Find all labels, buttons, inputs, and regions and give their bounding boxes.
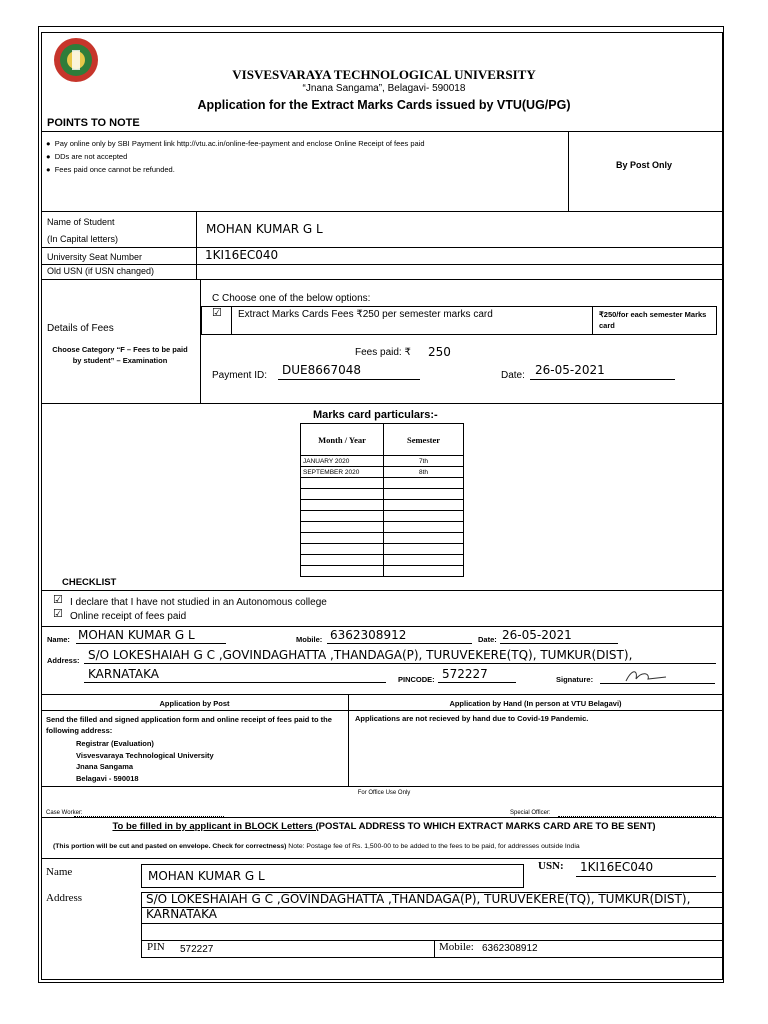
payment-id-label: Payment ID:: [212, 370, 268, 381]
marks-semester-cell: [384, 500, 464, 511]
form-title: Application for the Extract Marks Cards issued by VTU(UG/PG): [197, 98, 571, 112]
post-address-line: Visvesvaraya Technological University: [76, 750, 214, 760]
pincode-value: 572227: [442, 667, 488, 681]
marks-month-cell: JANUARY 2020: [301, 456, 384, 467]
fees-date-label: Date:: [501, 370, 525, 381]
marks-month-cell: [301, 566, 384, 577]
marks-semester-cell: [384, 522, 464, 533]
marks-semester-cell: [384, 489, 464, 500]
contact-date-label: Date:: [478, 635, 497, 644]
payment-id-value: DUE8667048: [282, 363, 362, 377]
points-heading: POINTS TO NOTE: [47, 117, 140, 129]
marks-month-cell: [301, 533, 384, 544]
fees-label: Details of Fees: [47, 323, 114, 334]
marks-row: [301, 456, 464, 467]
envelope-note-right: Note: Postage fee of Rs. 1,500-00 to be added to the fees to be paid, for addresses outside India: [288, 843, 580, 850]
fees-paid-value: 250: [428, 345, 451, 359]
contact-address-line2: KARNATAKA: [88, 667, 159, 681]
envelope-address-label: Address: [46, 892, 83, 904]
envelope-mobile-label: Mobile:: [439, 941, 474, 953]
post-address-line: Registrar (Evaluation): [76, 739, 154, 748]
fees-date-value: 26-05-2021: [535, 363, 605, 377]
fees-choose: C Choose one of the below options:: [212, 293, 371, 304]
checklist-item-receipt: Online receipt of fees paid: [70, 611, 187, 622]
marks-semester-cell: [384, 555, 464, 566]
contact-name-label: Name:: [47, 635, 70, 644]
point-item: DDs are not accepted: [54, 152, 128, 161]
checklist-heading: CHECKLIST: [62, 577, 117, 588]
envelope-title: [0, 821, 768, 832]
pincode-label: PINCODE:: [398, 675, 435, 684]
marks-month-cell: [301, 478, 384, 489]
post-instructions: Send the filled and signed application form and online receipt of fees paid to the following address:: [46, 715, 332, 735]
usn-label: University Seat Number: [47, 252, 143, 262]
marks-row: [301, 489, 464, 500]
checklist-item-autonomous: I declare that I have not studied in an Autonomous college: [70, 597, 327, 608]
marks-month-cell: [301, 555, 384, 566]
envelope-name-value: MOHAN KUMAR G L: [148, 869, 265, 883]
marks-row: [301, 500, 464, 511]
col-semester: Semester: [384, 424, 464, 456]
envelope-pin-value: 572227: [180, 944, 214, 955]
by-hand-heading: Application by Hand (In person at VTU Belagavi): [449, 699, 622, 708]
by-post-only: By Post Only: [616, 160, 673, 170]
marks-row: [301, 544, 464, 555]
envelope-note: [53, 843, 580, 850]
post-address-line: Belagavi - 590018: [76, 773, 139, 783]
envelope-address-line1: S/O LOKESHAIAH G C ,GOVINDAGHATTA ,THANDAGA(P), TURUVEKERE(TQ), TUMKUR(DIST),: [146, 892, 691, 906]
envelope-note-left: (This portion will be cut and pasted on envelope. Check for correctness): [53, 843, 287, 850]
checkbox-checked-icon[interactable]: ☑: [53, 594, 63, 606]
points-list: ● Pay online only by SBI Payment link http://vtu.ac.in/online-fee-payment and enclose Online Receipt of fees paid ● DDs are not accepted ● Fees paid once cannot be refunded.: [46, 139, 425, 174]
envelope-address-line2: KARNATAKA: [146, 907, 217, 921]
post-address: [76, 738, 214, 784]
contact-address-line1: S/O LOKESHAIAH G C ,GOVINDAGHATTA ,THANDAGA(P), TURUVEKERE(TQ), TUMKUR(DIST),: [88, 648, 633, 662]
marks-semester-cell: [384, 544, 464, 555]
marks-month-cell: [301, 522, 384, 533]
marks-row: [301, 566, 464, 577]
marks-row: [301, 467, 464, 478]
contact-mobile-label: Mobile:: [296, 635, 323, 644]
marks-row: [301, 478, 464, 489]
envelope-usn-value: 1KI16EC040: [580, 860, 654, 874]
office-use-label: For Office Use Only: [357, 790, 411, 796]
envelope-pin-label: PIN: [147, 941, 165, 953]
marks-month-cell: [301, 500, 384, 511]
marks-row: [301, 555, 464, 566]
marks-semester-cell: [384, 511, 464, 522]
marks-month-cell: [301, 544, 384, 555]
contact-name-value: MOHAN KUMAR G L: [78, 628, 195, 642]
marks-semester-cell: 7th: [384, 456, 464, 467]
signature-label: Signature:: [556, 675, 594, 684]
point-item: Fees paid once cannot be refunded.: [54, 165, 175, 174]
marks-semester-cell: [384, 478, 464, 489]
marks-month-cell: SEPTEMBER 2020: [301, 467, 384, 478]
col-month-year: Month / Year: [301, 424, 384, 456]
contact-date-value: 26-05-2021: [502, 628, 572, 642]
contact-address-label: Address:: [47, 656, 80, 665]
checkbox-checked-icon[interactable]: ☑: [53, 608, 63, 620]
case-worker-label: Case Worker:: [46, 810, 83, 816]
envelope-title-rest: POSTAL ADDRESS TO WHICH EXTRACT MARKS CARD ARE TO BE SENT): [318, 821, 656, 832]
contact-mobile-value: 6362308912: [330, 628, 407, 642]
marks-table: [300, 423, 464, 577]
marks-heading: Marks card particulars:-: [313, 409, 438, 421]
fees-paid-label: Fees paid: ₹: [355, 347, 411, 358]
marks-row: [301, 533, 464, 544]
by-post-heading: Application by Post: [159, 699, 230, 708]
marks-row: [301, 511, 464, 522]
marks-month-cell: [301, 489, 384, 500]
fees-category: Choose Category “F – Fees to be paid by student” – Examination: [52, 345, 188, 365]
checkbox-checked-icon[interactable]: ☑: [212, 307, 222, 319]
fees-option-text: Extract Marks Cards Fees ₹250 per semester marks card: [238, 309, 493, 320]
marks-semester-cell: [384, 533, 464, 544]
special-officer-label: Special Officer:: [510, 810, 551, 816]
old-usn-label: Old USN (if USN changed): [47, 266, 155, 276]
envelope-mobile-value: 6362308912: [482, 943, 538, 954]
envelope-name-label: Name: [46, 866, 73, 878]
envelope-usn-label: USN:: [538, 860, 564, 872]
marks-row: [301, 522, 464, 533]
student-name-label: Name of Student: [47, 217, 115, 227]
marks-header-row: [301, 424, 464, 456]
marks-month-cell: [301, 511, 384, 522]
marks-semester-cell: [384, 566, 464, 577]
envelope-title-bold: To be filled in by applicant in BLOCK Letters (: [112, 821, 319, 832]
by-hand-text: Applications are not recieved by hand due to Covid-19 Pandemic.: [355, 714, 589, 723]
university-name: VISVESVARAYA TECHNOLOGICAL UNIVERSITY: [232, 67, 536, 82]
point-item: Pay online only by SBI Payment link http://vtu.ac.in/online-fee-payment and enclose Online Receipt of fees paid: [54, 139, 425, 148]
university-address: “Jnana Sangama”, Belagavi- 590018: [302, 83, 466, 94]
post-address-line: Jnana Sangama: [76, 762, 134, 771]
student-name-value: MOHAN KUMAR G L: [206, 222, 323, 236]
marks-semester-cell: 8th: [384, 467, 464, 478]
student-name-sublabel: (In Capital letters): [47, 234, 119, 244]
fees-rate: ₹250/for each semester Marks card: [599, 310, 707, 330]
usn-value: 1KI16EC040: [205, 248, 279, 262]
